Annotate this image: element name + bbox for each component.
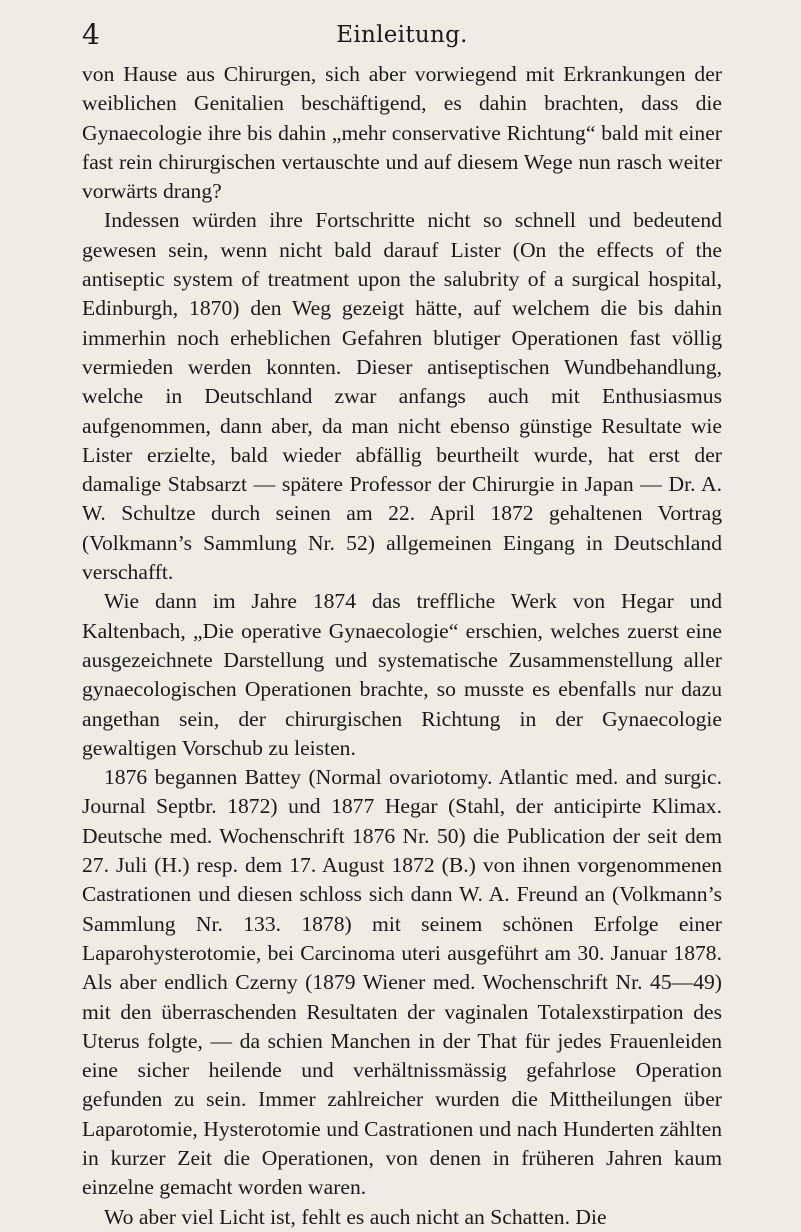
running-head: [82, 18, 722, 52]
body-text: [82, 60, 722, 1232]
paragraph-2: Indessen würden ihre Fortschritte nicht so schnell und bedeutend gewesen sein, wenn nicht bald darauf Lister (On the effects of the antiseptic system of treatment upon the salubrity of a surgical hospital, Edinburgh, 1870) den Weg gezeigt hätte, auf welchem die bis dahin immerhin noch erheblichen Gefahren blutiger Operationen fast völlig vermieden werden konnten. Dieser antiseptischen Wundbehandlung, welche in Deutschland zwar anfangs auch mit Enthusiasmus aufgenommen, dann aber, da man nicht ebenso günstige Resultate wie Lister erzielte, bald wieder abfällig beurtheilt wurde, hat erst der damalige Stabsarzt — spätere Professor der Chirurgie in Japan — Dr. A. W. Schultze durch seinen am 22. April 1872 gehaltenen Vortrag (Volkmann’s Sammlung Nr. 52) allgemeinen Eingang in Deutschland verschafft.: [82, 208, 722, 585]
paragraph-4: 1876 begannen Battey (Normal ovariotomy. Atlantic med. and surgic. Journal Septbr. 1872) und 1877 Hegar (Stahl, der anticipirte Klimax. Deutsche med. Wochenschrift 1876 Nr. 50) die Publication der seit dem 27. Juli (H.) resp. dem 17. August 1872 (B.) von ihnen vorgenommenen Castrationen und diesen schloss sich dann W. A. Freund an (Volkmann’s Sammlung Nr. 133. 1878) mit seinem schönen Erfolge einer Laparohysterotomie, bei Carcinoma uteri ausgeführt am 30. Januar 1878. Als aber endlich Czerny (1879 Wiener med. Wochenschrift Nr. 45—49) mit den überraschenden Resultaten der vaginalen Totalexstirpation des Uterus folgte, — da schien Manchen in der That für jedes Frauenleiden eine sicher heilende und verhältnissmässig gefahrlose Operation gefunden zu sein. Immer zahlreicher wurden die Mittheilungen über Laparotomie, Hysterotomie und Castrationen und nach Hunderten zählten in kurzer Zeit die Operationen, von denen in früheren Jahren kaum einzelne gemacht worden waren.: [82, 765, 722, 1200]
paragraph-5: Wo aber viel Licht ist, fehlt es auch nicht an Schatten. Die: [104, 1204, 607, 1229]
paragraph-1: von Hause aus Chirurgen, sich aber vorwiegend mit Erkrankungen der weiblichen Genitalien beschäftigend, es dahin brachten, dass die Gynaecologie ihre bis dahin „mehr conservative Richtung“ bald mit einer fast rein chirurgischen vertauschte und auf diesem Wege nun rasch weiter vorwärts drang?: [82, 62, 722, 204]
chapter-title: Einleitung.: [336, 22, 468, 48]
page-number: 4: [82, 18, 100, 51]
paragraph-3: Wie dann im Jahre 1874 das treffliche Werk von Hegar und Kaltenbach, „Die operative Gynaecologie“ erschien, welches zuerst eine ausgezeichnete Darstellung und systematische Zusammenstellung aller gynaecologischen Operationen brachte, so musste es ebenfalls nur dazu angethan sein, der chirurgischen Richtung in der Gynaecologie gewaltigen Vorschub zu leisten.: [82, 589, 722, 760]
